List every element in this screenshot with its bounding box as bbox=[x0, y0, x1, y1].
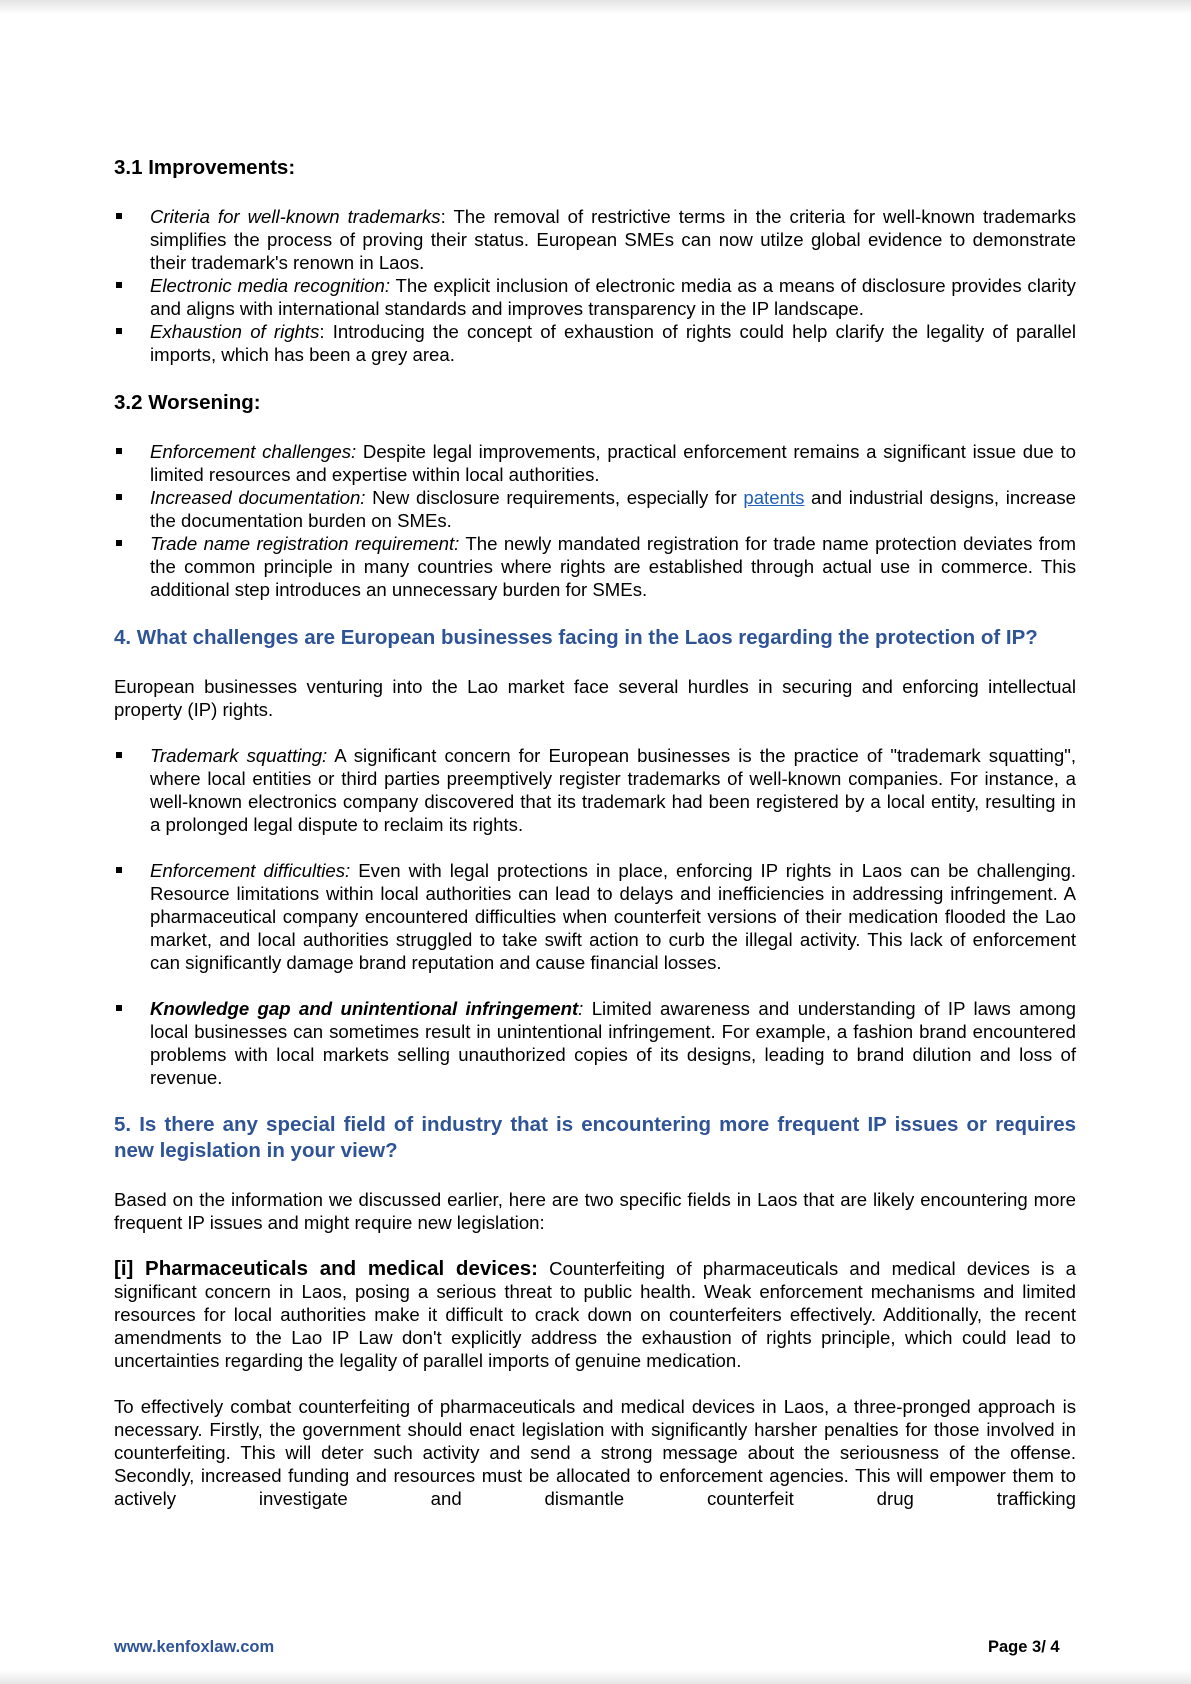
heading-section-5: 5. Is there any special field of industry that is encountering more frequent IP issues or requires new legislation in your view? bbox=[114, 1113, 1076, 1162]
list-item: Trade name registration requirement: The newly mandated registration for trade name protection deviates from the common principle in many countries where rights are established through actual use in commerce. This additional step introduces an unnecessary burden for SMEs. bbox=[114, 532, 1076, 601]
footer-website[interactable]: www.kenfoxlaw.com bbox=[114, 1638, 275, 1656]
list-item: Enforcement challenges: Despite legal improvements, practical enforcement remains a significant issue due to limited resources and expertise within local authorities. bbox=[114, 440, 1076, 486]
section-4-intro: European businesses venturing into the Lao market face several hurdles in securing and enforcing intellectual property (IP) rights. bbox=[114, 676, 1076, 720]
list-item: Enforcement difficulties: Even with legal protections in place, enforcing IP rights in Laos can be challenging. Resource limitations within local authorities can lead to delays and inefficiencies in addressing infringement. A pharmaceutical company encountered difficulties when counterfeit versions of their medication flooded the Lao market, and local authorities struggled to take swift action to curb the illegal activity. This lack of enforcement can significantly damage brand reputation and cause financial losses. bbox=[114, 859, 1076, 974]
approach-paragraph: To effectively combat counterfeiting of pharmaceuticals and medical devices in Laos, a three-pronged approach is necessary. Firstly, the government should enact legislation with significantly harsher penalties for those involved in counterfeiting. This will deter such activity and send a strong message about the seriousness of the offense. Secondly, increased funding and resources must be allocated to enforcement agencies. This will empower them to actively investigate and dismantle counterfeit drug trafficking bbox=[114, 1396, 1076, 1509]
item-term: Increased documentation: bbox=[150, 487, 366, 508]
pharma-heading: [i] Pharmaceuticals and medical devices: bbox=[114, 1257, 538, 1280]
item-term: Electronic media recognition: bbox=[150, 275, 391, 296]
item-term: Knowledge gap and unintentional infringement bbox=[150, 998, 579, 1019]
item-term: Enforcement challenges: bbox=[150, 441, 357, 462]
item-term: Criteria for well-known trademarks bbox=[150, 206, 441, 227]
list-item: Trademark squatting: A significant concern for European businesses is the practice of "trademark squatting", where local entities or third parties preemptively register trademarks of well-known companies. For instance, a well-known electronics company discovered that its trademark had been registered by a local entity, resulting in a prolonged legal dispute to reclaim its rights. bbox=[114, 744, 1076, 836]
list-item: Exhaustion of rights: Introducing the concept of exhaustion of rights could help clarify the legality of parallel imports, which has been a grey area. bbox=[114, 320, 1076, 366]
list-item: Electronic media recognition: The explicit inclusion of electronic media as a means of disclosure provides clarity and aligns with international standards and improves transparency in the IP landscape. bbox=[114, 274, 1076, 320]
page-content bbox=[114, 155, 1076, 1533]
heading-improvements: 3.1 Improvements: bbox=[114, 156, 296, 179]
list-item: Increased documentation: New disclosure requirements, especially for patents and industrial designs, increase the documentation burden on SMEs. bbox=[114, 486, 1076, 532]
pharma-paragraph: [i] Pharmaceuticals and medical devices: Counterfeiting of pharmaceuticals and medical devices is a significant concern in Laos, posing a serious threat to public health. Weak enforcement mechanisms and limited resources for local authorities make it difficult to crack down on counterfeiters effectively. Additionally, the recent amendments to the Lao IP Law don't explicitly address the exhaustion of rights principle, which could lead to uncertainties regarding the legality of parallel imports of genuine medication. bbox=[114, 1257, 1076, 1371]
item-term: Trade name registration requirement: bbox=[150, 533, 460, 554]
section-5-intro: Based on the information we discussed earlier, here are two specific fields in Laos that are likely encountering more frequent IP issues and might require new legislation: bbox=[114, 1189, 1076, 1233]
list-improvements bbox=[114, 205, 1076, 366]
list-item: Knowledge gap and unintentional infringement: Limited awareness and understanding of IP laws among local businesses can sometimes result in unintentional infringement. For example, a fashion brand encountered problems with local markets selling unauthorized copies of its designs, leading to brand dilution and loss of revenue. bbox=[114, 997, 1076, 1089]
patents-link[interactable]: patents bbox=[743, 487, 805, 508]
page-bottom-shadow bbox=[0, 1670, 1191, 1684]
page-top-shadow bbox=[0, 0, 1191, 14]
item-term: Trademark squatting: bbox=[150, 745, 328, 766]
list-challenges bbox=[114, 744, 1076, 1089]
item-term: Enforcement difficulties: bbox=[150, 860, 351, 881]
heading-section-4: 4. What challenges are European businesses facing in the Laos regarding the protection of IP? bbox=[114, 626, 1038, 649]
list-worsening bbox=[114, 440, 1076, 601]
list-item: Criteria for well-known trademarks: The removal of restrictive terms in the criteria for well-known trademarks simplifies the process of proving their status. European SMEs can now utilze global evidence to demonstrate their trademark's renown in Laos. bbox=[114, 205, 1076, 274]
item-term: Exhaustion of rights bbox=[150, 321, 320, 342]
footer-page-number: Page 3/ 4 bbox=[988, 1638, 1060, 1656]
heading-worsening: 3.2 Worsening: bbox=[114, 391, 261, 414]
